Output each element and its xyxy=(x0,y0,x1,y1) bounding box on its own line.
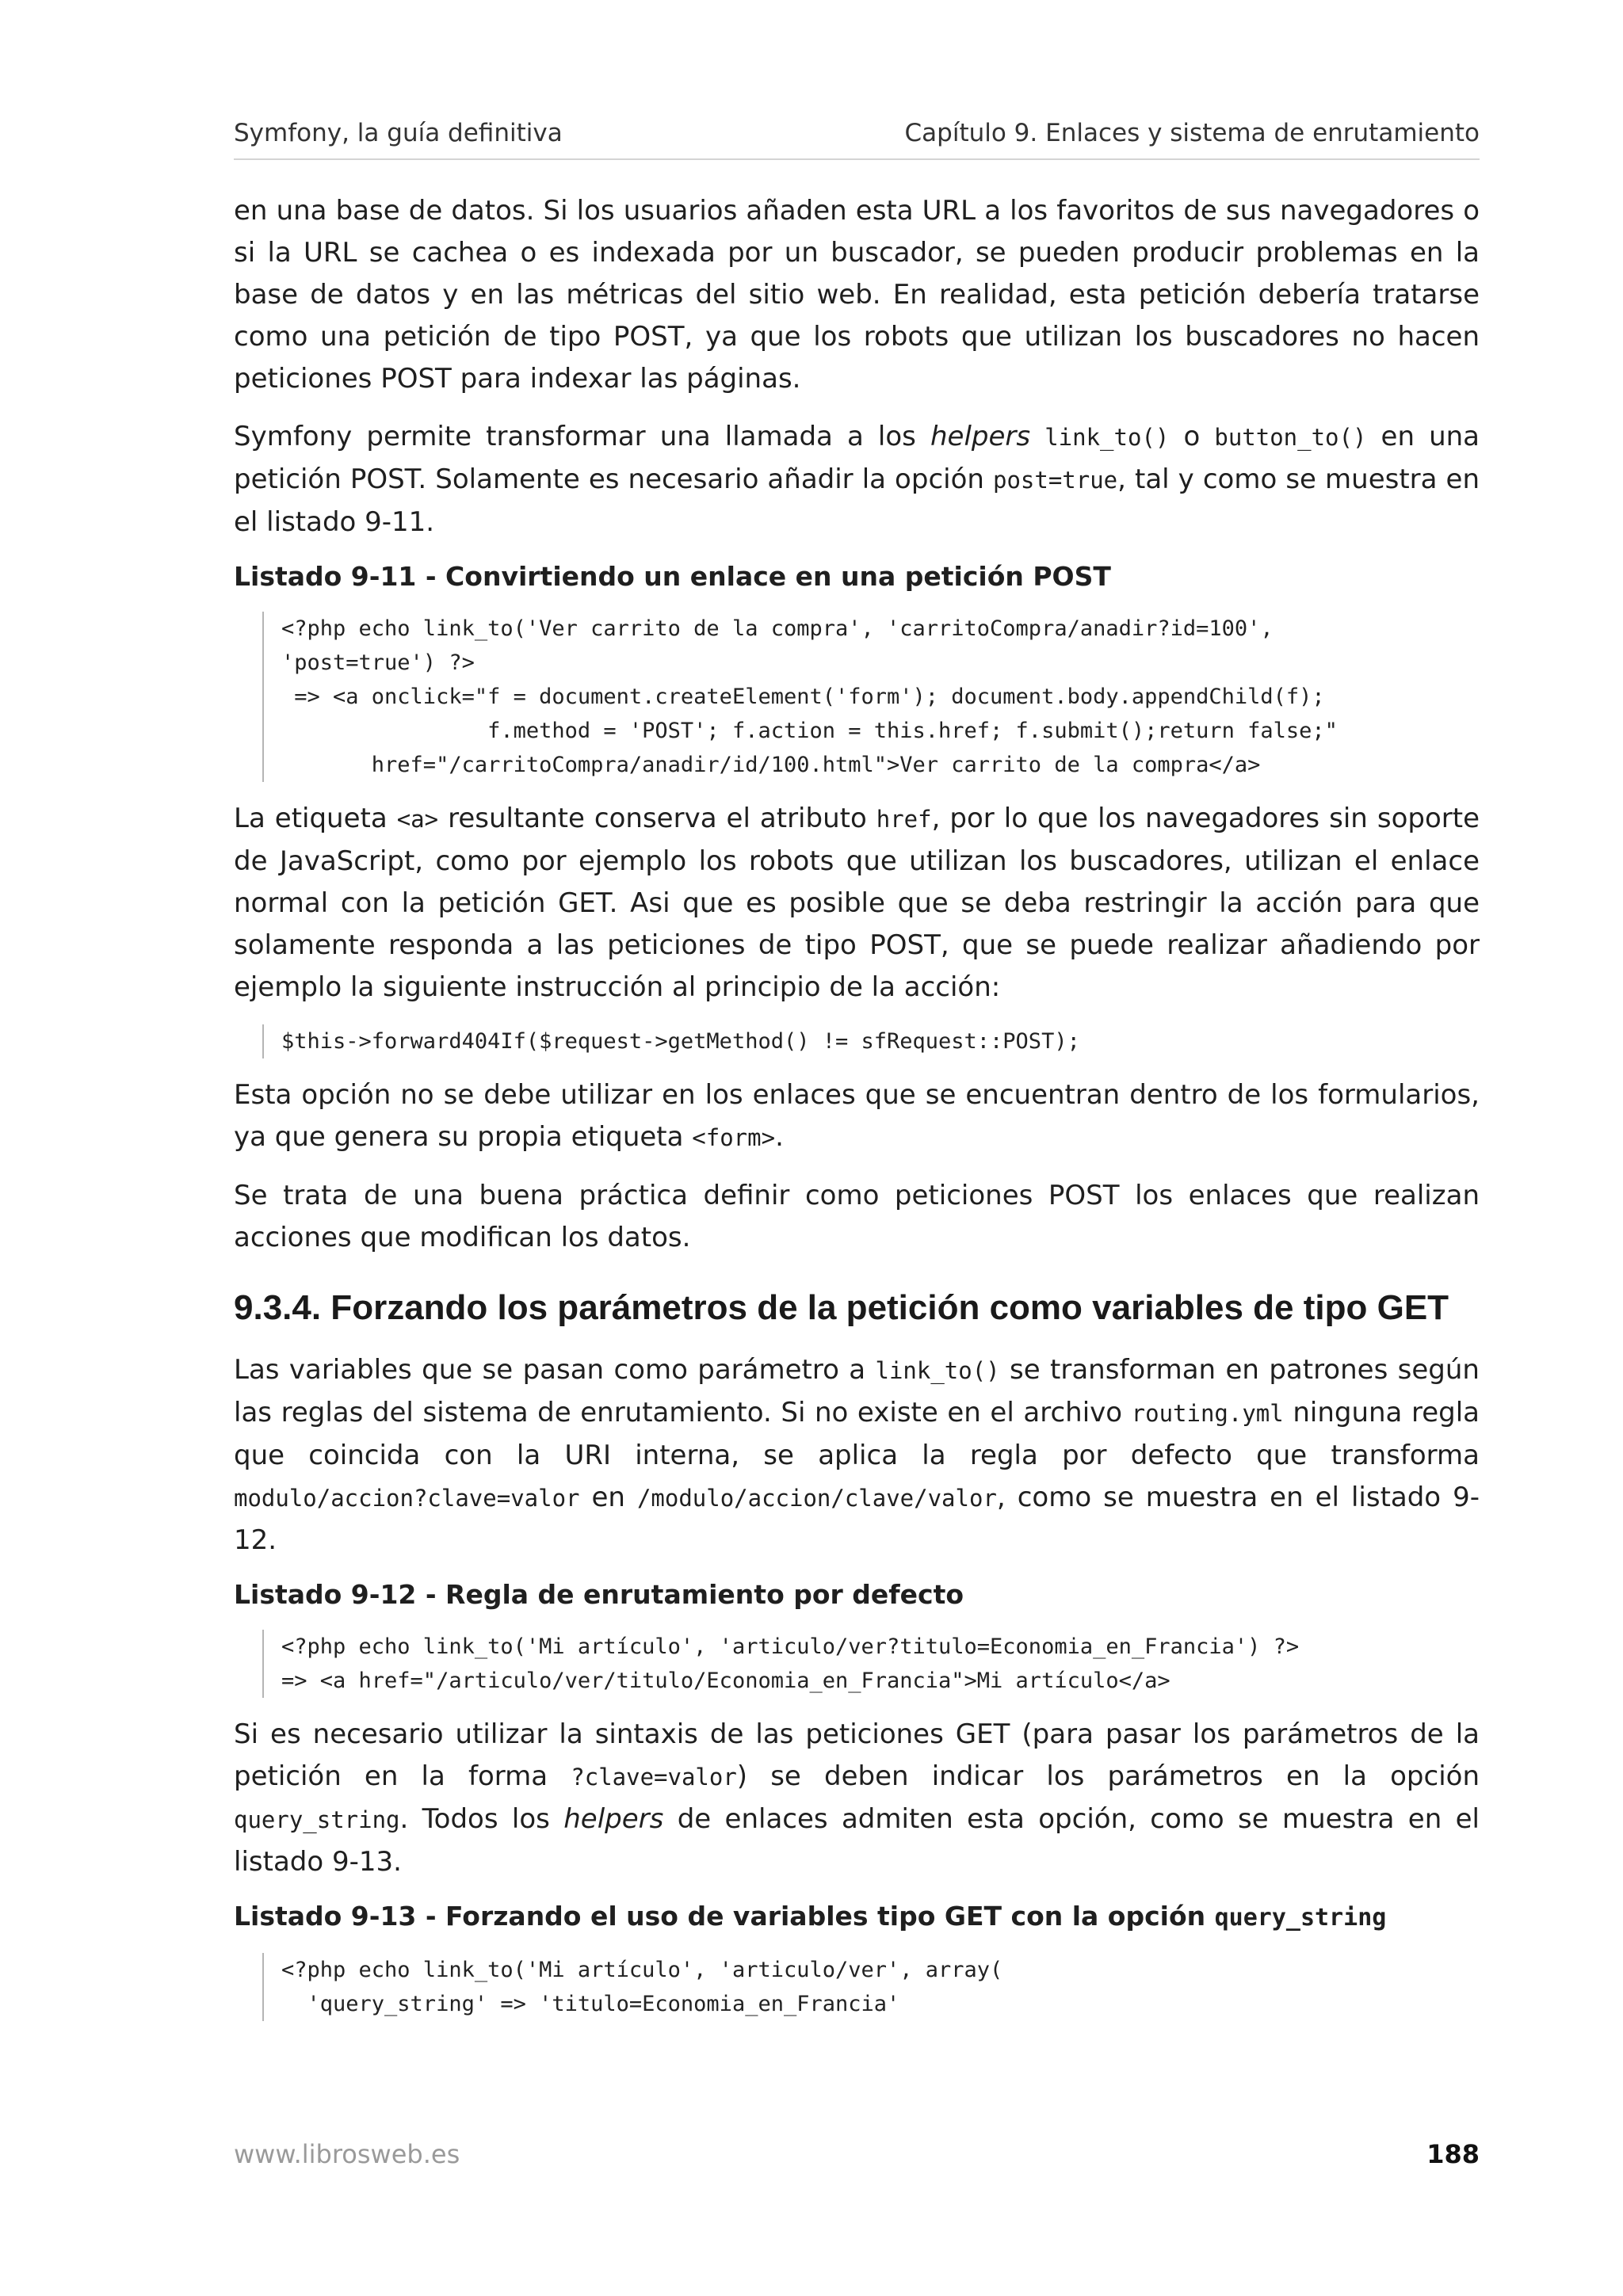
helpers-term: helpers xyxy=(563,1803,664,1835)
section-heading: 9.3.4. Forzando los parámetros de la petición como variables de tipo GET xyxy=(234,1288,1449,1327)
page-number: 188 xyxy=(1426,2139,1480,2169)
code-block-9-12: <?php echo link_to('Mi artículo', 'articulo/ver?titulo=Economia_en_Francia') ?> => <a href="/articulo/ver/titulo/Economia_en_Francia">Mi artículo</a> xyxy=(262,1630,1480,1698)
paragraph-5: Se trata de una buena práctica definir como peticiones POST los enlaces que realizan acciones que modifican los datos. xyxy=(234,1180,1480,1253)
book-title: Symfony, la guía definitiva xyxy=(234,119,563,147)
inline-code: <a> xyxy=(396,806,439,833)
paragraph-7: Si es necesario utilizar la sintaxis de las peticiones GET (para pasar los parámetros de la petición en la forma ?clave=valor) se deben indicar los parámetros en la opción query_string. Todos los helpers de enlaces admiten esta opción, como se muestra en el listado 9-13. xyxy=(234,1718,1480,1878)
page-footer xyxy=(234,2139,1480,2179)
page-header xyxy=(234,119,1480,160)
inline-code: href xyxy=(876,806,932,833)
inline-code: link_to() xyxy=(1044,424,1170,451)
listing-title-9-13: Listado 9-13 - Forzando el uso de variables tipo GET con la opción query_string xyxy=(234,1901,1387,1932)
inline-code: <form> xyxy=(692,1124,776,1151)
inline-code: query_string xyxy=(234,1806,400,1833)
inline-code: post=true xyxy=(993,467,1118,494)
paragraph-4: Esta opción no se debe utilizar en los enlaces que se encuentran dentro de los formularios, ya que genera su propia etiqueta <form>. xyxy=(234,1079,1480,1153)
page-content xyxy=(234,190,1480,2037)
paragraph-3: La etiqueta <a> resultante conserva el atributo href, por lo que los navegadores sin soporte de JavaScript, como por ejemplo los robots que utilizan los buscadores, utilizan el enlace normal con la petición GET. Asi que es posible que se deba restringir la acción para que solamente responda a las peticiones de tipo POST, que se puede realizar añadiendo por ejemplo la siguiente instrucción al principio de la acción: xyxy=(234,803,1480,1003)
inline-code: ?clave=valor xyxy=(571,1764,737,1791)
inline-code: routing.yml xyxy=(1131,1400,1284,1427)
inline-code: modulo/accion?clave=valor xyxy=(234,1485,580,1512)
inline-code: link_to() xyxy=(875,1357,1000,1384)
paragraph-6: Las variables que se pasan como parámetro a link_to() se transforman en patrones según las reglas del sistema de enrutamiento. Si no existe en el archivo routing.yml ninguna regla que coincida con la URI interna, se aplica la regla por defecto que transforma modulo/accion?clave=valor en /modulo/accion/clave/valor, como se muestra en el listado 9-12. xyxy=(234,1354,1480,1556)
code-block-9-13: <?php echo link_to('Mi artículo', 'articulo/ver', array( 'query_string' => 'titulo=Economia_en_Francia' xyxy=(262,1953,1480,2021)
listing-title-9-11: Listado 9-11 - Convirtiendo un enlace en una petición POST xyxy=(234,561,1111,592)
code-block-forward404: $this->forward404If($request->getMethod() != sfRequest::POST); xyxy=(262,1024,1480,1058)
inline-code: button_to() xyxy=(1214,424,1367,451)
paragraph-1: en una base de datos. Si los usuarios añaden esta URL a los favoritos de sus navegadores o si la URL se cachea o es indexada por un buscador, se pueden producir problemas en la base de datos y en las métricas del sitio web. En realidad, esta petición debería tratarse como una petición de tipo POST, ya que los robots que utilizan los buscadores no hacen peticiones POST para indexar las páginas. xyxy=(234,195,1480,395)
paragraph-2: Symfony permite transformar una llamada a los helpers link_to() o button_to() en una petición POST. Solamente es necesario añadir la opción post=true, tal y como se muestra en el listado 9-11. xyxy=(234,421,1480,538)
site-url: www.librosweb.es xyxy=(234,2139,460,2169)
helpers-term: helpers xyxy=(930,421,1031,452)
listing-title-9-12: Listado 9-12 - Regla de enrutamiento por defecto xyxy=(234,1579,964,1610)
chapter-title: Capítulo 9. Enlaces y sistema de enrutamiento xyxy=(904,119,1480,147)
inline-code: /modulo/accion/clave/valor xyxy=(636,1485,997,1512)
code-block-9-11: <?php echo link_to('Ver carrito de la compra', 'carritoCompra/anadir?id=100', 'post=true') ?> => <a onclick="f = document.createElement('form'); document.body.appendChild(f); f.method = 'POST'; f.action = this.href; f.submit();return false;" href="/carritoCompra/anadir/id/100.html">Ver carrito de la compra</a> xyxy=(262,612,1480,782)
inline-code: query_string xyxy=(1214,1904,1387,1932)
